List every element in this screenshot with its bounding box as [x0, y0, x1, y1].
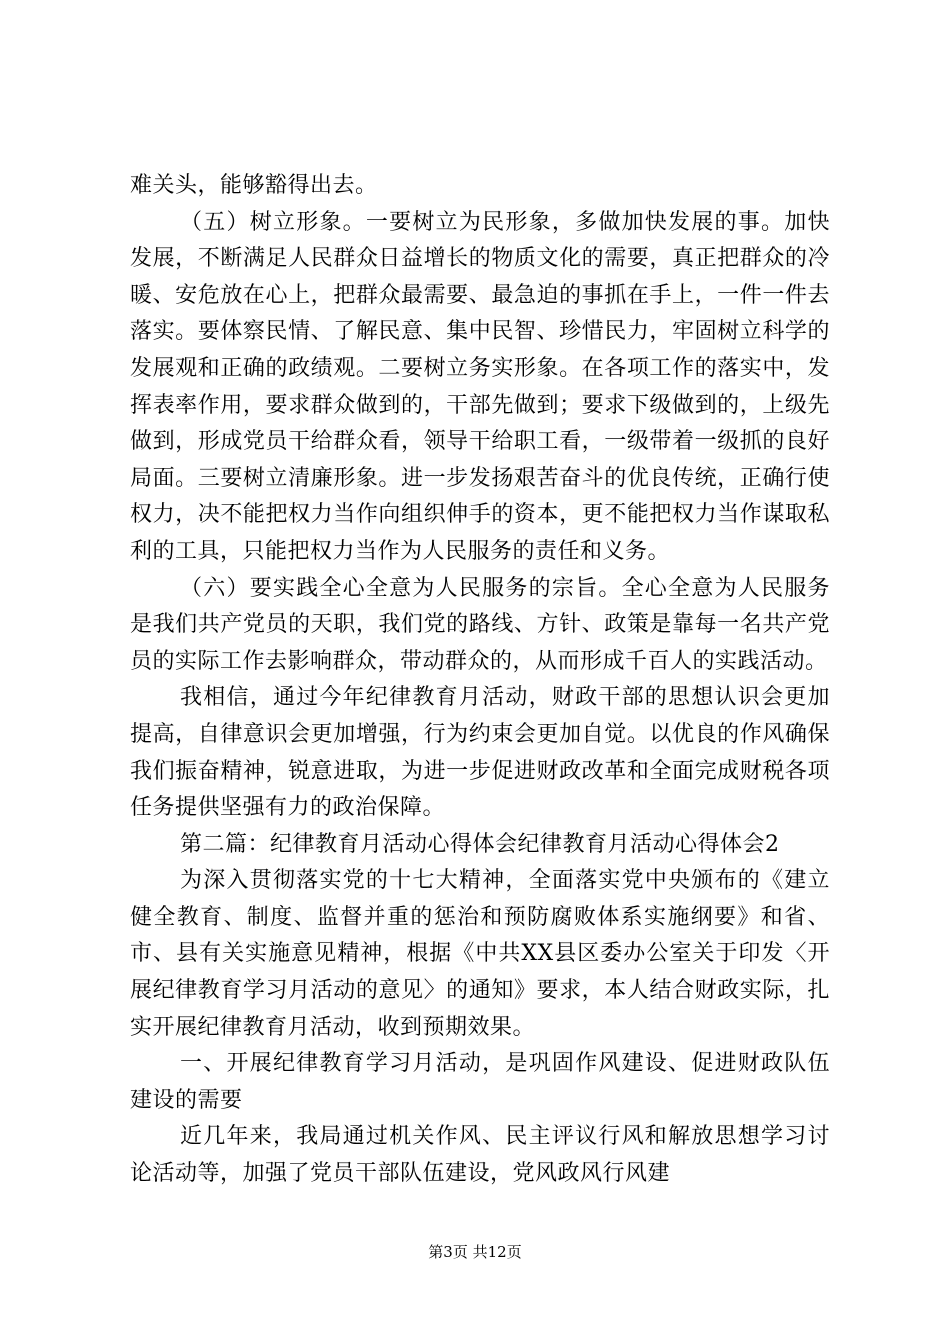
paragraph-continuation: 难关头，能够豁得出去。 — [130, 173, 378, 198]
page-number-footer: 第3页 共12页 — [428, 1243, 522, 1261]
paragraph-section-one-heading: 一、开展纪律教育学习月活动，是巩固作风建设、促进财政队伍建设的需要 — [130, 1051, 830, 1113]
paragraph-establish-image: （五）树立形象。一要树立为民形象，多做加快发展的事。加快发展，不断满足人民群众日益增长的物质文化的需要，真正把群众的冷暖、安危放在心上，把群众最需要、最急迫的事抓在手上，一件一件去落实。要体察民情、了解民意、集中民智、珍惜民力，牢固树立科学的发展观和正确的政绩观。二要树立务实形象。在各项工作的落实中，发挥表率作用，要求群众做到的，干部先做到；要求下级做到的，上级先做到，形成党员干给群众看，领导干给职工看，一级带着一级抓的良好局面。三要树立清廉形象。进一步发扬艰苦奋斗的优良传统，正确行使权力，决不能把权力当作向组织伸手的资本，更不能把权力当作谋取私利的工具，只能把权力当作为人民服务的责任和义务。 — [130, 209, 830, 564]
paragraph-part-two-intro: 为深入贯彻落实党的十七大精神，全面落实党中央颁布的《建立健全教育、制度、监督并重的惩治和预防腐败体系实施纲要》和省、市、县有关实施意见精神，根据《中共XX县区委办公室关于印发〈开展纪律教育学习月活动的意见〉的通知》要求，本人结合财政实际，扎实开展纪律教育月活动，收到预期效果。 — [130, 868, 830, 1040]
paragraph-recent-years: 近几年来，我局通过机关作风、民主评议行风和解放思想学习讨论活动等，加强了党员干部队伍建设，党风政风行风建 — [130, 1124, 830, 1187]
paragraph-conclusion: 我相信，通过今年纪律教育月活动，财政干部的思想认识会更加提高，自律意识会更加增强，行为约束会更加自觉。以优良的作风确保我们振奋精神，锐意进取，为进一步促进财政改革和全面完成财税各项任务提供坚强有力的政治保障。 — [130, 685, 830, 821]
paragraph-serve-people: （六）要实践全心全意为人民服务的宗旨。全心全意为人民服务是我们共产党员的天职，我们党的路线、方针、政策是靠每一名共产党员的实际工作去影响群众，带动群众的，从而形成千百人的实践活动。 — [130, 575, 830, 674]
paragraph-part-two-heading: 第二篇：纪律教育月活动心得体会纪律教育月活动心得体会2 — [180, 831, 780, 857]
document-body — [130, 168, 830, 1193]
